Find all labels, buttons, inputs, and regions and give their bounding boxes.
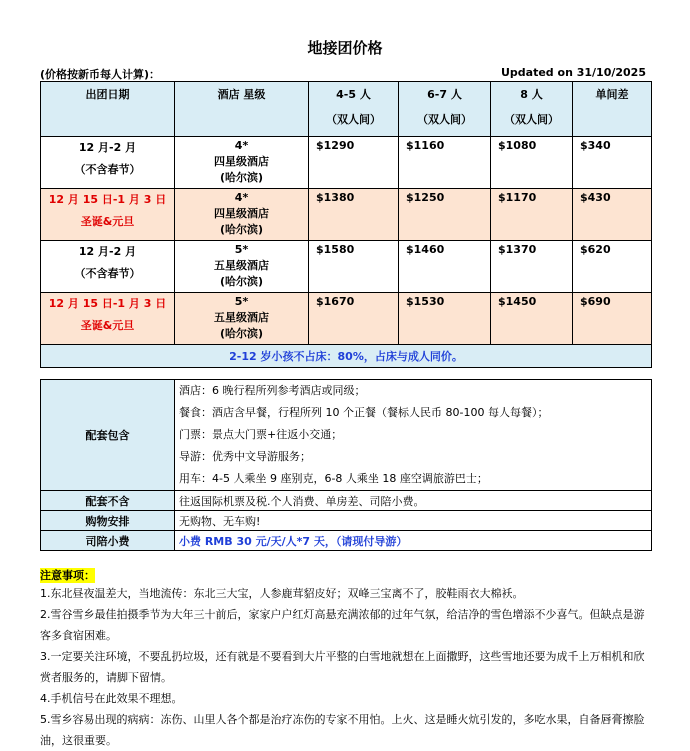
price-4-5: $1580 — [309, 241, 399, 293]
hotel-cell: 4* 四星级酒店 (哈尔滨) — [175, 189, 309, 241]
hotel-cell: 4* 四星级酒店 (哈尔滨) — [175, 137, 309, 189]
included-item: 门票：景点大门票+往返小交通； — [179, 428, 343, 441]
date-cell: 12 月-2 月 （不含春节） — [41, 137, 175, 189]
header-8: 8 人 （双人间） — [491, 82, 573, 137]
price-row — [41, 189, 652, 241]
note-item: 4.手机信号在此效果不理想。 — [40, 692, 183, 705]
note-item: 2.雪谷雪乡最佳拍摄季节为大年三十前后，家家户户红灯高悬充满浓郁的过年气氛，给洁净的雪色增添不少喜气。但缺点是游客多食宿困难。 — [40, 608, 645, 642]
price-4-5: $1290 — [309, 137, 399, 189]
child-note-row — [41, 345, 652, 368]
notes-section — [40, 568, 652, 751]
excluded-label: 配套不含 — [41, 491, 175, 511]
price-row — [41, 293, 652, 345]
note-item: 1.东北昼夜温差大，当地流传：东北三大宝，人参鹿茸貂皮好；双峰三宝离不了，胶鞋雨衣大棉袄。 — [40, 587, 524, 600]
price-single: $430 — [573, 189, 652, 241]
header-date: 出团日期 — [41, 82, 175, 137]
excluded-value: 往返国际机票及税.个人消费、单房差、司陪小费。 — [175, 491, 652, 511]
currency-note: (价格按新币每人计算)： — [40, 68, 161, 81]
note-item: 5.雪乡容易出现的病病：冻伤、山里人各个都是治疗冻伤的专家不用怕。上火、这是睡火炕引发的，多吃水果，自备唇膏擦脸油，这很重要。 — [40, 713, 645, 747]
price-4-5: $1380 — [309, 189, 399, 241]
excluded-row — [41, 491, 652, 511]
price-row — [41, 137, 652, 189]
price-6-7: $1250 — [399, 189, 491, 241]
notes-header: 注意事项： — [40, 569, 95, 582]
included-label: 配套包含 — [41, 380, 175, 491]
shopping-row — [41, 511, 652, 531]
header-hotel: 酒店 星级 — [175, 82, 309, 137]
price-4-5: $1670 — [309, 293, 399, 345]
price-6-7: $1160 — [399, 137, 491, 189]
included-item: 导游：优秀中文导游服务； — [179, 450, 311, 463]
price-table — [40, 81, 652, 368]
tip-label: 司陪小费 — [41, 531, 175, 551]
date-cell: 12 月 15 日-1 月 3 日 圣诞&元旦 — [41, 189, 175, 241]
header-single: 单间差 — [573, 82, 652, 137]
tip-row — [41, 531, 652, 551]
price-6-7: $1460 — [399, 241, 491, 293]
included-item: 餐食：酒店含早餐，行程所列 10 个正餐（餐标人民币 80-100 每人每餐）； — [179, 406, 549, 419]
shopping-label: 购物安排 — [41, 511, 175, 531]
included-row — [41, 380, 652, 491]
header-6-7: 6-7 人 （双人间） — [399, 82, 491, 137]
price-single: $340 — [573, 137, 652, 189]
price-header-row — [41, 82, 652, 137]
header-4-5: 4-5 人 （双人间） — [309, 82, 399, 137]
price-row — [41, 241, 652, 293]
price-8: $1080 — [491, 137, 573, 189]
note-item: 3.一定要关注环境，不要乱扔垃圾，还有就是不要看到大片平整的白雪地就想在上面撒野，这些雪地还要为成千上万相机和欣赏者服务的，请脚下留情。 — [40, 650, 645, 684]
price-6-7: $1530 — [399, 293, 491, 345]
package-table — [40, 379, 652, 551]
date-cell: 12 月 15 日-1 月 3 日 圣诞&元旦 — [41, 293, 175, 345]
price-single: $690 — [573, 293, 652, 345]
shopping-value: 无购物、无车购! — [175, 511, 652, 531]
date-cell: 12 月-2 月 （不含春节） — [41, 241, 175, 293]
price-single: $620 — [573, 241, 652, 293]
included-item: 酒店：6 晚行程所列参考酒店或同级； — [179, 384, 366, 397]
price-8: $1170 — [491, 189, 573, 241]
hotel-cell: 5* 五星级酒店 (哈尔滨) — [175, 293, 309, 345]
included-list — [175, 380, 652, 491]
updated-date: Updated on 31/10/2025 — [500, 66, 646, 79]
page-title: 地接团价格 — [307, 39, 383, 57]
included-item: 用车：4-5 人乘坐 9 座别克，6-8 人乘坐 18 座空调旅游巴士； — [179, 472, 488, 485]
price-8: $1370 — [491, 241, 573, 293]
price-8: $1450 — [491, 293, 573, 345]
hotel-cell: 5* 五星级酒店 (哈尔滨) — [175, 241, 309, 293]
tip-value: 小费 RMB 30 元/天/人*7 天，（请现付导游） — [175, 531, 652, 551]
child-note: 2-12 岁小孩不占床：80%，占床与成人同价。 — [41, 345, 652, 368]
